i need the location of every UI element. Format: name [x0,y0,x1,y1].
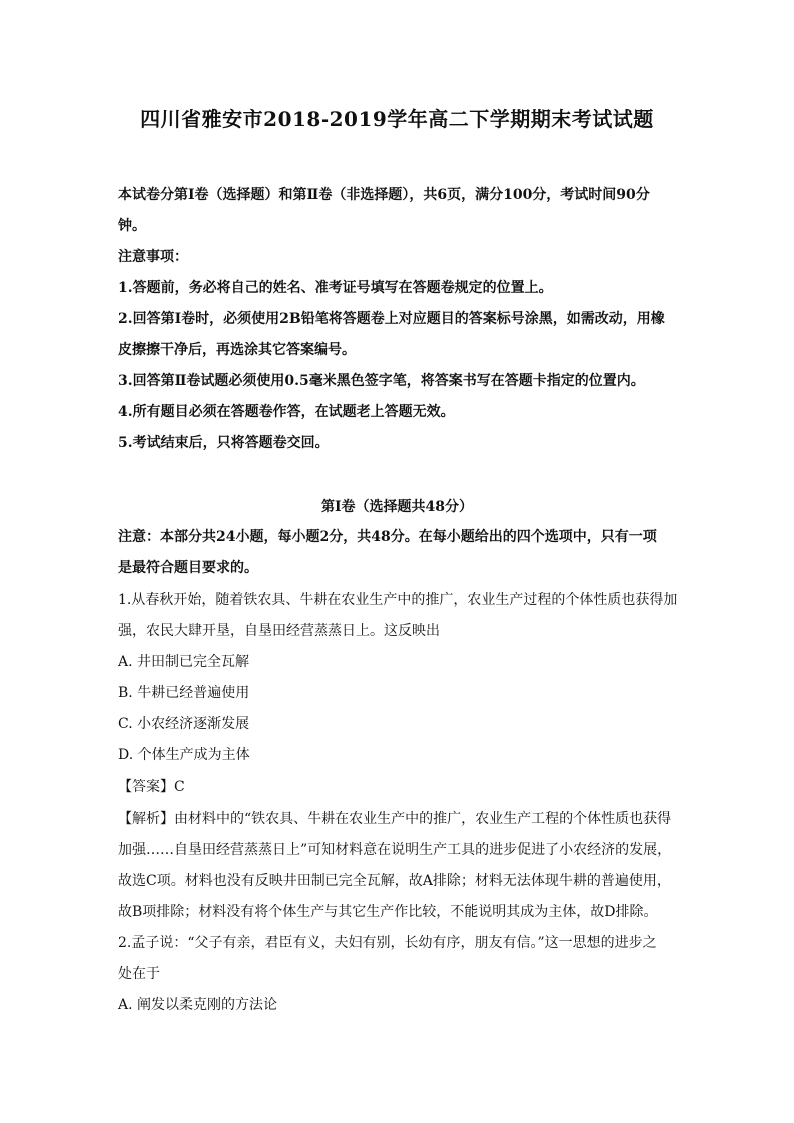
notice-item: 3.回答第Ⅱ卷试题必须使用0.5毫米黑色签字笔，将答案书写在答题卡指定的位置内。 [118,373,645,389]
question-2-stem: 2.孟子说：“父子有亲，君臣有义，夫妇有别，长幼有序，朋友有信。”这一思想的进步之 [118,935,657,951]
question-1-analysis: 故选C项。材料也没有反映井田制已完全瓦解，故A排除；材料无法体现牛耕的普遍使用， [118,873,671,889]
notice-item: 皮擦擦干净后，再选涂其它答案编号。 [118,342,356,358]
page-title: 四川省雅安市2018-2019学年高二下学期期末考试试题 [140,107,654,131]
question-1-analysis: 加强……自垦田经营蒸蒸日上”可知材料意在说明生产工具的进步促进了小农经济的发展， [118,842,672,858]
notice-item: 5.考试结束后，只将答题卷交回。 [118,435,329,451]
question-2-stem-cont: 处在于 [118,966,160,982]
section-note-line-2: 是最符合题目要求的。 [118,560,258,576]
section-note-line-1: 注意：本部分共24小题，每小题2分，共48分。在每小题给出的四个选项中，只有一项 [118,529,657,545]
intro-line-2: 钟。 [118,218,146,234]
question-2-option-a: A. 阐发以柔克刚的方法论 [118,997,278,1013]
question-1-stem-cont: 强，农民大肆开垦，自垦田经营蒸蒸日上。这反映出 [118,623,440,639]
question-1-stem: 1.从春秋开始，随着铁农具、牛耕在农业生产中的推广，农业生产过程的个体性质也获得加 [118,592,678,608]
section-heading: 第Ⅰ卷（选择题共48分） [320,499,474,515]
question-1-analysis: 【解析】由材料中的“铁农具、牛耕在农业生产中的推广，农业生产工程的个体性质也获得 [118,811,672,827]
question-1-option-d: D. 个体生产成为主体 [118,747,250,763]
question-1-analysis: 故B项排除；材料没有将个体生产与其它生产作比较，不能说明其成为主体，故D排除。 [118,904,658,920]
notice-item: 1.答题前，务必将自己的姓名、准考证号填写在答题卷规定的位置上。 [118,280,553,296]
intro-line-1: 本试卷分第Ⅰ卷（选择题）和第Ⅱ卷（非选择题），共6页，满分100分，考试时间90分 [118,187,650,203]
question-1-option-c: C. 小农经济逐渐发展 [118,716,250,732]
question-1-option-a: A. 井田制已完全瓦解 [118,654,250,670]
notice-item: 4.所有题目必须在答题卷作答，在试题老上答题无效。 [118,404,455,420]
question-1-answer: 【答案】C [118,779,185,795]
question-1-option-b: B. 牛耕已经普遍使用 [118,685,250,701]
notice-item: 2.回答第Ⅰ卷时，必须使用2B铅笔将答题卷上对应题目的答案标号涂黑，如需改动，用橡 [118,311,665,327]
notice-heading: 注意事项： [118,249,188,265]
